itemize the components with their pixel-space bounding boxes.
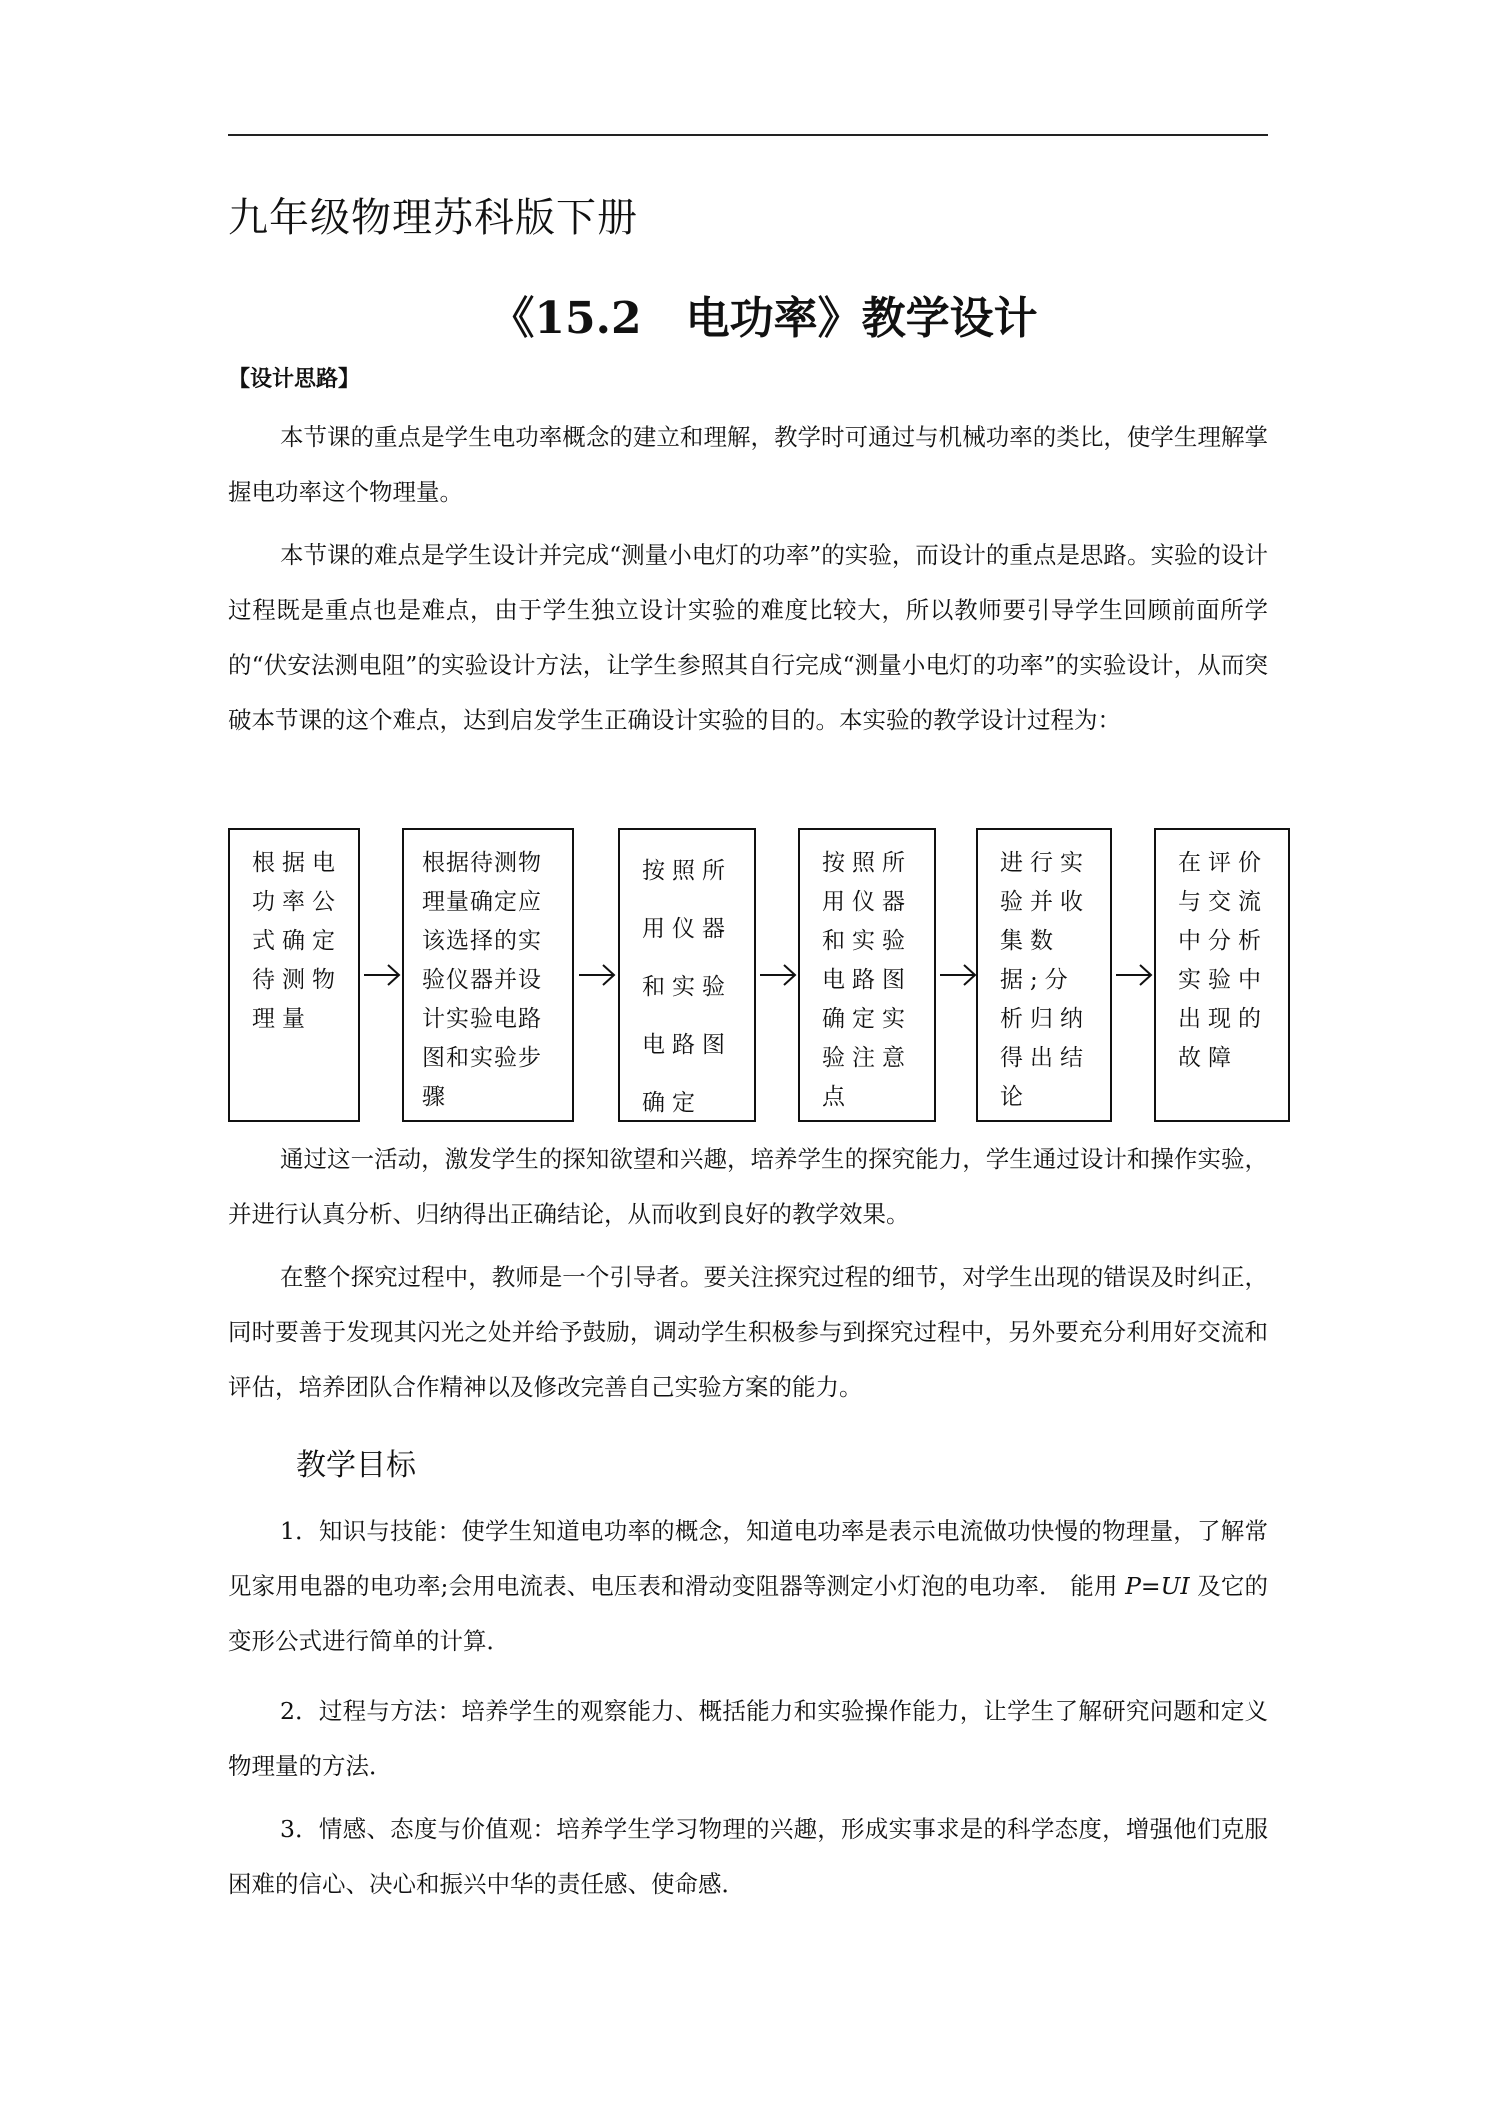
goal-item-1-text-a: 1．知识与技能：使学生知道电功率的概念，知道电功率是表示电流做功快慢的物理量，了解常见家用电器的电功率;会用电流表、电压表和滑动变阻器等测定小灯泡的电功率． 能用 [228, 1517, 1268, 1600]
flow-arrow-2 [577, 962, 617, 988]
lesson-title: 《15.2 电功率》教学设计 [490, 293, 1038, 344]
flow-step-1: 根据电功率公式确定待测物理量 [228, 828, 360, 1122]
design-paragraph-2: 本节课的难点是学生设计并完成“测量小电灯的功率”的实验，而设计的重点是思路。实验的设计过程既是重点也是难点，由于学生独立设计实验的难度比较大，所以教师要引导学生回顾前面所学的“伏安法测电阻”的实验设计方法，让学生参照其自行完成“测量小电灯的功率”的实验设计，从而突破本节课的这个难点，达到启发学生正确设计实验的目的。本实验的教学设计过程为： [228, 541, 1268, 734]
subject-title: 九年级物理苏科版下册 [228, 195, 638, 241]
goal-item-1-text-b: 及它的变形公式进行简单的计算． [228, 1572, 1268, 1655]
design-section-label: 【设计思路】 [228, 367, 361, 392]
flow-step-6: 在评价与交流中分析实验中出现的故障 [1154, 828, 1290, 1122]
flow-step-5: 进行实验并收集数据;分析归纳得出结论 [976, 828, 1112, 1122]
goal-item-3: 3．情感、态度与价值观：培养学生学习物理的兴趣，形成实事求是的科学态度，增强他们克服困难的信心、决心和振兴中华的责任感、使命感． [228, 1815, 1268, 1898]
flow-arrow-3 [758, 962, 798, 988]
goal-item-1 [228, 1504, 1268, 1669]
design-paragraph-1: 本节课的重点是学生电功率概念的建立和理解，教学时可通过与机械功率的类比，使学生理解掌握电功率这个物理量。 [228, 423, 1268, 506]
power-formula: P=UI [1125, 1572, 1190, 1600]
flow-step-4: 按照所用仪器和实验电路图确定实验注意点 [798, 828, 936, 1122]
flow-step-3: 按照所用仪器和实验电路图确定 [618, 828, 756, 1122]
header-rule [228, 134, 1268, 136]
goals-heading: 教学目标 [296, 1448, 416, 1483]
goal-item-2: 2．过程与方法：培养学生的观察能力、概括能力和实验操作能力，让学生了解研究问题和定义物理量的方法． [228, 1697, 1268, 1780]
design-paragraph-3: 通过这一活动，激发学生的探知欲望和兴趣，培养学生的探究能力，学生通过设计和操作实验，并进行认真分析、归纳得出正确结论，从而收到良好的教学效果。 [228, 1145, 1268, 1228]
design-paragraph-4: 在整个探究过程中，教师是一个引导者。要关注探究过程的细节，对学生出现的错误及时纠正，同时要善于发现其闪光之处并给予鼓励，调动学生积极参与到探究过程中，另外要充分利用好交流和评估，培养团队合作精神以及修改完善自己实验方案的能力。 [228, 1263, 1268, 1401]
flow-arrow-1 [362, 962, 402, 988]
flow-arrow-5 [1114, 962, 1154, 988]
flow-step-2: 根据待测物理量确定应该选择的实验仪器并设计实验电路图和实验步骤 [402, 828, 574, 1122]
flow-arrow-4 [938, 962, 978, 988]
